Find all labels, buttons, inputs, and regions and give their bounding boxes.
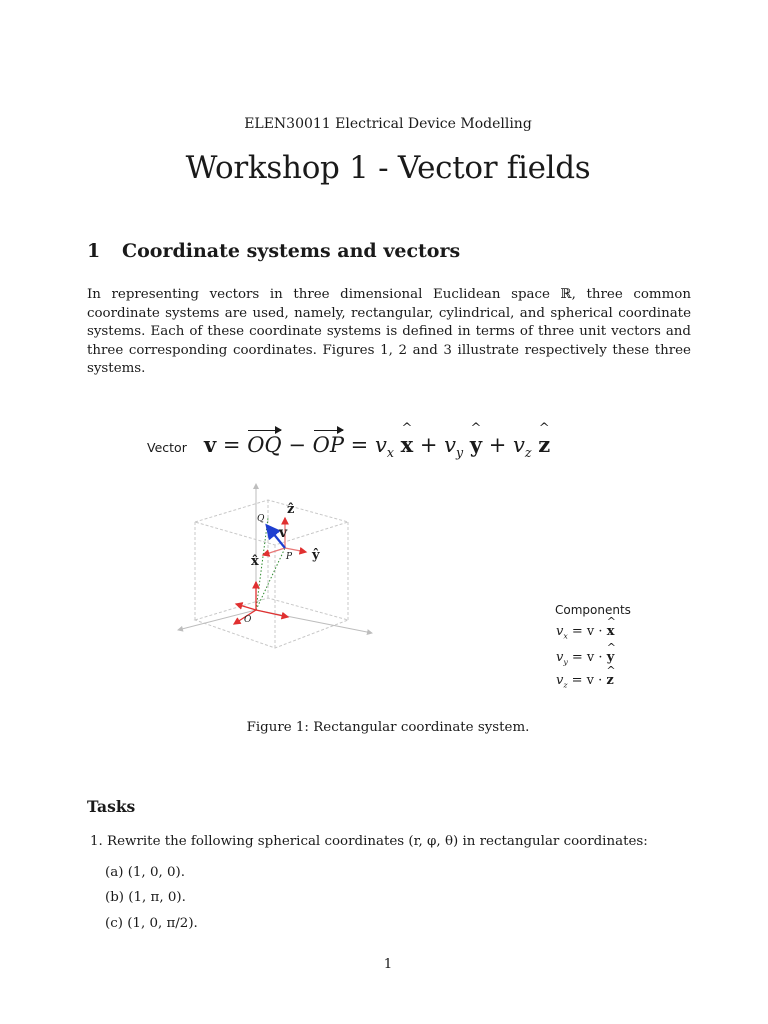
task-item: 1. Rewrite the following spherical coordinates (r, φ, θ) in rectangular coordinates:: [90, 834, 648, 849]
eq-z-sub: z: [524, 445, 532, 461]
comp-z-hat: z ^: [606, 673, 613, 688]
label-p: P: [286, 552, 293, 562]
vector-label: Vector: [147, 440, 187, 455]
vector-equation: [204, 432, 550, 460]
comp-y-hat: y ^: [607, 650, 615, 665]
page-title: Workshop 1 - Vector fields: [185, 150, 591, 186]
label-zhat: ẑ: [287, 502, 295, 517]
tasks-heading: Tasks: [87, 797, 136, 816]
eq-x-sub: x: [386, 445, 394, 461]
page-number: 1: [383, 957, 393, 972]
label-q: Q: [257, 514, 265, 524]
bounding-box: [195, 500, 348, 648]
component-x: [556, 624, 614, 641]
rectangular-coordinate-diagram: [170, 480, 385, 655]
task-subitem: (c) (1, 0, π/2).: [105, 916, 198, 931]
comp-y-rhs: = v ·: [571, 650, 607, 665]
eq-v: v: [204, 432, 217, 457]
eq-op: OP: [312, 433, 344, 457]
section-heading: [87, 240, 460, 262]
eq-equals-2: =: [350, 433, 369, 457]
eq-plus-2: +: [488, 433, 507, 457]
eq-minus: −: [288, 433, 306, 457]
section-title: Coordinate systems and vectors: [122, 240, 461, 262]
comp-z-sub: z: [563, 680, 568, 690]
figure-caption: Figure 1: Rectangular coordinate system.: [246, 720, 530, 735]
comp-z-rhs: = v ·: [571, 673, 607, 688]
comp-x-lhs: v: [556, 624, 564, 639]
label-xhat: x̂: [251, 554, 259, 569]
task-subitem: (a) (1, 0, 0).: [105, 865, 185, 880]
eq-xhat: x ^: [401, 432, 414, 457]
eq-oq: OQ: [247, 433, 282, 457]
eq-yhat: y ^: [470, 432, 482, 457]
course-name: ELEN30011 Electrical Device Modelling: [244, 116, 532, 132]
comp-z-lhs: v: [556, 673, 564, 688]
component-z: [556, 673, 614, 690]
intro-paragraph: In representing vectors in three dimensional Euclidean space ℝ, three common coordinate systems are used, namely, rectangular, cylindrical, and spherical coordinate systems. Each of these coordinate systems is defined in terms of three unit vectors and three corresponding coordinates. Figures 1, 2 and 3 illustrate respectively these three systems.: [87, 287, 691, 377]
task-subitem: (b) (1, π, 0).: [105, 890, 186, 905]
label-v: v: [279, 525, 288, 541]
eq-equals: =: [222, 433, 241, 457]
eq-y-sub: y: [456, 445, 464, 461]
components-title: Components: [555, 603, 631, 617]
label-o: O: [244, 615, 252, 625]
comp-y-lhs: v: [556, 650, 564, 665]
eq-vx: v: [374, 433, 387, 457]
section-number: 1: [87, 240, 101, 262]
comp-x-rhs: = v ·: [571, 624, 607, 639]
comp-x-sub: x: [563, 631, 568, 641]
origin-axes: [234, 582, 288, 624]
eq-vz: v: [513, 433, 525, 457]
eq-zhat: z ^: [538, 432, 550, 457]
comp-y-sub: y: [563, 657, 568, 667]
label-yhat: ŷ: [312, 548, 320, 563]
comp-x-hat: x ^: [607, 624, 615, 639]
eq-vy: v: [444, 433, 457, 457]
eq-plus-1: +: [419, 433, 438, 457]
